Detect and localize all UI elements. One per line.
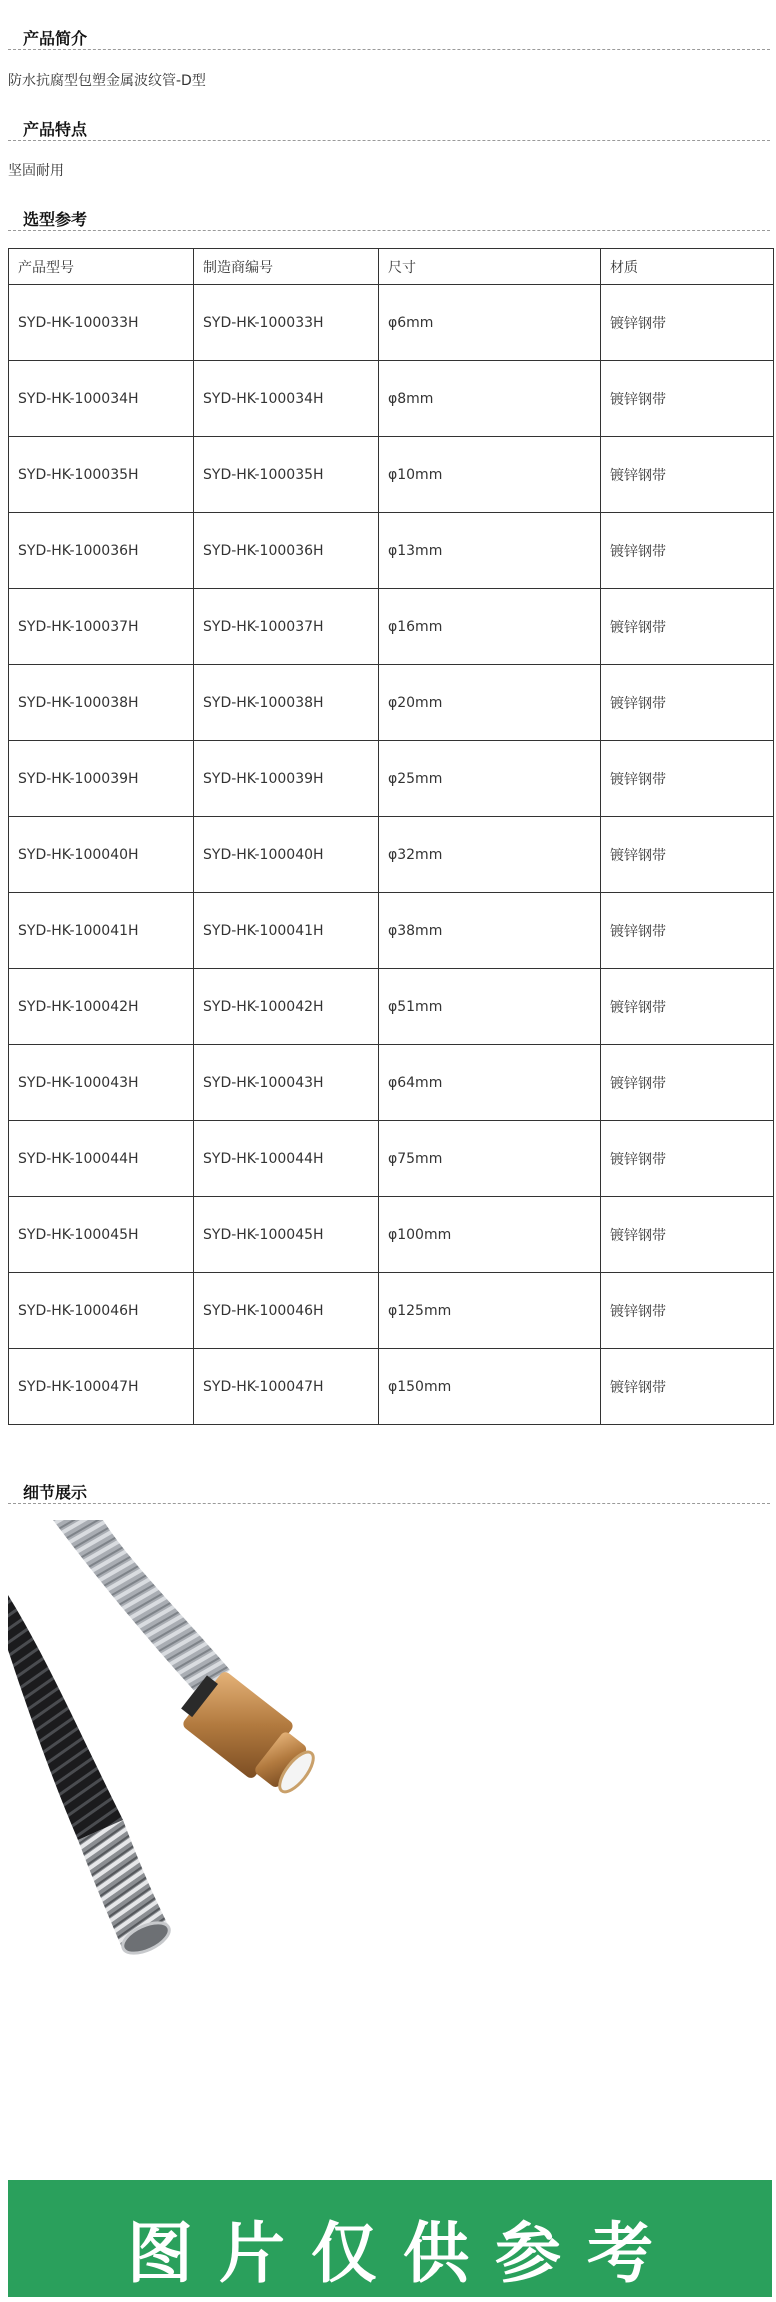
cell-material: 镀锌钢带	[601, 437, 774, 513]
cell-manufacturer-no: SYD-HK-100036H	[194, 513, 379, 589]
cell-model: SYD-HK-100045H	[9, 1197, 194, 1273]
section-header-details	[8, 1472, 770, 1504]
table-row	[9, 1349, 774, 1425]
cell-model: SYD-HK-100047H	[9, 1349, 194, 1425]
cell-model: SYD-HK-100044H	[9, 1121, 194, 1197]
cell-model: SYD-HK-100041H	[9, 893, 194, 969]
table-row	[9, 893, 774, 969]
cell-size: φ150mm	[379, 1349, 601, 1425]
table-row	[9, 513, 774, 589]
cell-size: φ100mm	[379, 1197, 601, 1273]
cell-size: φ64mm	[379, 1045, 601, 1121]
cell-model: SYD-HK-100039H	[9, 741, 194, 817]
cell-material: 镀锌钢带	[601, 893, 774, 969]
cell-model: SYD-HK-100040H	[9, 817, 194, 893]
table-row	[9, 589, 774, 665]
section-header-selection	[8, 199, 770, 231]
table-row	[9, 817, 774, 893]
cell-material: 镀锌钢带	[601, 1045, 774, 1121]
cell-material: 镀锌钢带	[601, 513, 774, 589]
cell-model: SYD-HK-100042H	[9, 969, 194, 1045]
table-row	[9, 741, 774, 817]
cell-manufacturer-no: SYD-HK-100039H	[194, 741, 379, 817]
cell-size: φ8mm	[379, 361, 601, 437]
table-row	[9, 285, 774, 361]
cell-size: φ10mm	[379, 437, 601, 513]
section-title-features: 产品特点	[23, 120, 88, 139]
cell-model: SYD-HK-100037H	[9, 589, 194, 665]
cell-size: φ125mm	[379, 1273, 601, 1349]
cell-manufacturer-no: SYD-HK-100040H	[194, 817, 379, 893]
intro-text: 防水抗腐型包塑金属波纹管-D型	[8, 73, 206, 89]
cell-size: φ20mm	[379, 665, 601, 741]
cell-size: φ16mm	[379, 589, 601, 665]
cell-manufacturer-no: SYD-HK-100035H	[194, 437, 379, 513]
cell-material: 镀锌钢带	[601, 969, 774, 1045]
cell-material: 镀锌钢带	[601, 361, 774, 437]
cell-material: 镀锌钢带	[601, 1273, 774, 1349]
cell-size: φ6mm	[379, 285, 601, 361]
cell-manufacturer-no: SYD-HK-100043H	[194, 1045, 379, 1121]
cell-material: 镀锌钢带	[601, 1121, 774, 1197]
table-row	[9, 1121, 774, 1197]
cell-size: φ32mm	[379, 817, 601, 893]
cell-size: φ13mm	[379, 513, 601, 589]
cell-model: SYD-HK-100033H	[9, 285, 194, 361]
section-title-intro: 产品简介	[23, 29, 88, 48]
cell-model: SYD-HK-100043H	[9, 1045, 194, 1121]
section-title-details: 细节展示	[23, 1483, 88, 1502]
header-cell-size: 尺寸	[379, 249, 601, 285]
cell-material: 镀锌钢带	[601, 665, 774, 741]
cell-manufacturer-no: SYD-HK-100046H	[194, 1273, 379, 1349]
cell-material: 镀锌钢带	[601, 741, 774, 817]
cell-manufacturer-no: SYD-HK-100041H	[194, 893, 379, 969]
header-cell-model: 产品型号	[9, 249, 194, 285]
cell-size: φ75mm	[379, 1121, 601, 1197]
cell-material: 镀锌钢带	[601, 1349, 774, 1425]
cell-model: SYD-HK-100034H	[9, 361, 194, 437]
cell-material: 镀锌钢带	[601, 285, 774, 361]
cell-material: 镀锌钢带	[601, 817, 774, 893]
cell-model: SYD-HK-100035H	[9, 437, 194, 513]
cell-size: φ38mm	[379, 893, 601, 969]
table-row	[9, 1197, 774, 1273]
cell-size: φ25mm	[379, 741, 601, 817]
cell-manufacturer-no: SYD-HK-100033H	[194, 285, 379, 361]
table-row	[9, 1045, 774, 1121]
section-header-intro	[8, 18, 770, 50]
table-row	[9, 437, 774, 513]
section-header-features	[8, 109, 770, 141]
header-cell-material: 材质	[601, 249, 774, 285]
cell-material: 镀锌钢带	[601, 1197, 774, 1273]
cell-manufacturer-no: SYD-HK-100034H	[194, 361, 379, 437]
cell-model: SYD-HK-100046H	[9, 1273, 194, 1349]
conduit-product-photo	[8, 1520, 348, 1975]
banner-text: 图片仅供参考	[127, 2215, 679, 2292]
table-row	[9, 361, 774, 437]
cell-manufacturer-no: SYD-HK-100047H	[194, 1349, 379, 1425]
cell-model: SYD-HK-100036H	[9, 513, 194, 589]
section-title-selection: 选型参考	[23, 210, 88, 229]
cell-material: 镀锌钢带	[601, 589, 774, 665]
spec-table	[8, 248, 774, 1425]
header-cell-manufacturer-no: 制造商编号	[194, 249, 379, 285]
cell-manufacturer-no: SYD-HK-100044H	[194, 1121, 379, 1197]
reference-only-banner	[8, 2180, 772, 2297]
cell-manufacturer-no: SYD-HK-100038H	[194, 665, 379, 741]
table-row	[9, 1273, 774, 1349]
table-row	[9, 969, 774, 1045]
cell-manufacturer-no: SYD-HK-100037H	[194, 589, 379, 665]
cell-manufacturer-no: SYD-HK-100045H	[194, 1197, 379, 1273]
features-text: 坚固耐用	[8, 163, 64, 179]
cell-manufacturer-no: SYD-HK-100042H	[194, 969, 379, 1045]
table-header-row	[9, 249, 774, 285]
cell-model: SYD-HK-100038H	[9, 665, 194, 741]
cell-size: φ51mm	[379, 969, 601, 1045]
table-row	[9, 665, 774, 741]
